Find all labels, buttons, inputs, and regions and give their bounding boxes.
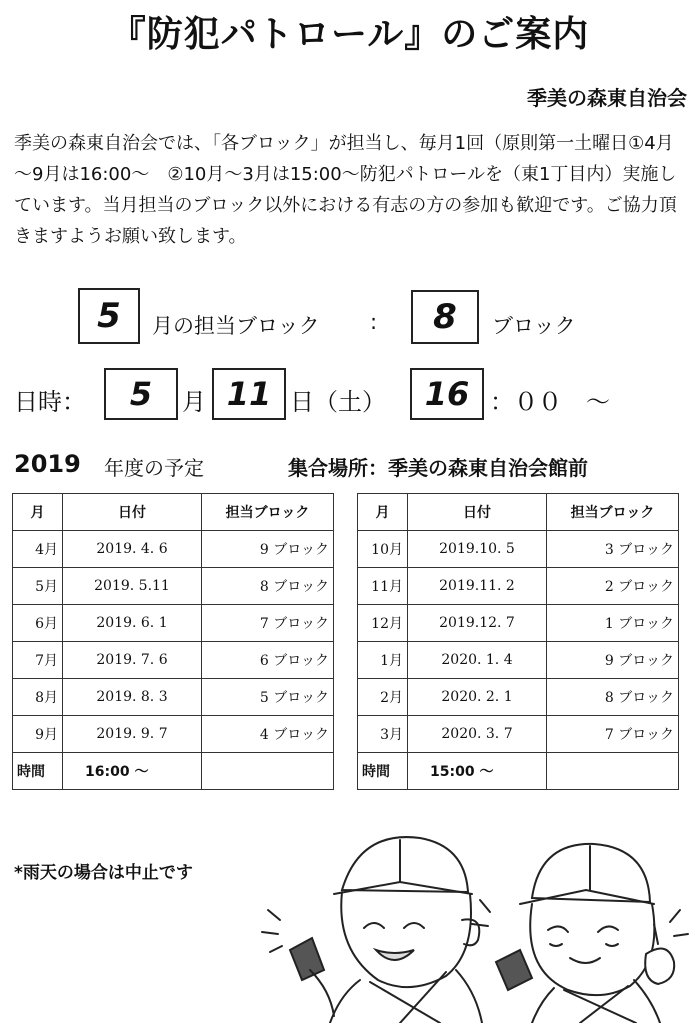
date-cell: 2019. 6. 1 [63, 605, 202, 642]
header-date: 日付 [408, 494, 547, 531]
time-row [358, 753, 679, 790]
header-month: 月 [13, 494, 63, 531]
time-label: 時間 [13, 753, 63, 790]
table-row [358, 605, 679, 642]
block-cell: 7 ブロック [202, 605, 334, 642]
month-cell: 11月 [358, 568, 408, 605]
month-cell: 2月 [358, 679, 408, 716]
month-cell: 7月 [13, 642, 63, 679]
rain-note: *雨天の場合は中止です [14, 863, 193, 883]
table-row [13, 568, 334, 605]
block-cell: 3 ブロック [547, 531, 679, 568]
month-cell: 3月 [358, 716, 408, 753]
table-row [13, 531, 334, 568]
month-cell: 5月 [13, 568, 63, 605]
header-month: 月 [358, 494, 408, 531]
table-row [358, 679, 679, 716]
date-cell: 2020. 1. 4 [408, 642, 547, 679]
current-month-label: 月の担当ブロック [152, 314, 320, 338]
date-cell: 2020. 2. 1 [408, 679, 547, 716]
block-cell: 2 ブロック [547, 568, 679, 605]
table-header-row [13, 494, 334, 531]
table-header-row [358, 494, 679, 531]
table-row [13, 679, 334, 716]
date-cell: 2019.11. 2 [408, 568, 547, 605]
table-row [358, 716, 679, 753]
date-day-box: 11 [212, 368, 286, 420]
time-label: 時間 [358, 753, 408, 790]
date-cell: 2019. 7. 6 [63, 642, 202, 679]
patrol-illustration [250, 820, 699, 1023]
block-cell: 8 ブロック [547, 679, 679, 716]
schedule-label: 年度の予定 [104, 456, 204, 480]
table-row [13, 642, 334, 679]
date-label: 日時： [14, 388, 86, 416]
schedule-table-left [12, 493, 334, 790]
table-row [358, 642, 679, 679]
date-cell: 2019. 5.11 [63, 568, 202, 605]
header-block: 担当ブロック [547, 494, 679, 531]
table-row [358, 568, 679, 605]
month-cell: 1月 [358, 642, 408, 679]
month-cell: 4月 [13, 531, 63, 568]
minutes-text: ：００ ～ [490, 388, 610, 416]
date-cell: 2020. 3. 7 [408, 716, 547, 753]
schedule-table-right [357, 493, 679, 790]
page-title: 『防犯パトロール』のご案内 [109, 14, 590, 55]
month-cell: 6月 [13, 605, 63, 642]
date-cell: 2019. 8. 3 [63, 679, 202, 716]
month-cell: 8月 [13, 679, 63, 716]
meeting-place: 集合場所：季美の森東自治会館前 [288, 456, 588, 480]
block-cell: 1 ブロック [547, 605, 679, 642]
month-char: 月 [182, 388, 206, 416]
block-cell: 5 ブロック [202, 679, 334, 716]
table-row [358, 531, 679, 568]
time-empty-cell [202, 753, 334, 790]
time-empty-cell [547, 753, 679, 790]
block-cell: 9 ブロック [202, 531, 334, 568]
block-cell: 6 ブロック [202, 642, 334, 679]
day-char: 日（土） [290, 388, 386, 416]
month-cell: 10月 [358, 531, 408, 568]
time-value: 16:00 ～ [63, 753, 202, 790]
table-row [13, 716, 334, 753]
organization-name: 季美の森東自治会 [527, 86, 687, 110]
time-value: 15:00 ～ [408, 753, 547, 790]
date-cell: 2019. 4. 6 [63, 531, 202, 568]
current-colon: : [370, 310, 378, 334]
date-cell: 2019.10. 5 [408, 531, 547, 568]
current-month-box: 5 [78, 288, 140, 344]
table-row [13, 605, 334, 642]
intro-paragraph: 季美の森東自治会では、「各ブロック」が担当し、毎月1回（原則第一土曜日①4月～9月は16:00～ ②10月～3月は15:00～防犯パトロールを（東1丁目内）実施しています。当月担当のブロック以外における有志の方の参加も歓迎です。ご協力頂きますようお願い致します。 [14, 133, 677, 247]
block-cell: 4 ブロック [202, 716, 334, 753]
date-month-box: 5 [104, 368, 178, 420]
block-cell: 7 ブロック [547, 716, 679, 753]
header-date: 日付 [63, 494, 202, 531]
hour-box: 16 [410, 368, 484, 420]
block-cell: 8 ブロック [202, 568, 334, 605]
current-block-box: 8 [411, 290, 479, 344]
current-block-label: ブロック [492, 314, 576, 338]
schedule-year: 2019 [14, 450, 81, 478]
month-cell: 9月 [13, 716, 63, 753]
block-cell: 9 ブロック [547, 642, 679, 679]
time-row [13, 753, 334, 790]
date-cell: 2019. 9. 7 [63, 716, 202, 753]
date-cell: 2019.12. 7 [408, 605, 547, 642]
header-block: 担当ブロック [202, 494, 334, 531]
month-cell: 12月 [358, 605, 408, 642]
